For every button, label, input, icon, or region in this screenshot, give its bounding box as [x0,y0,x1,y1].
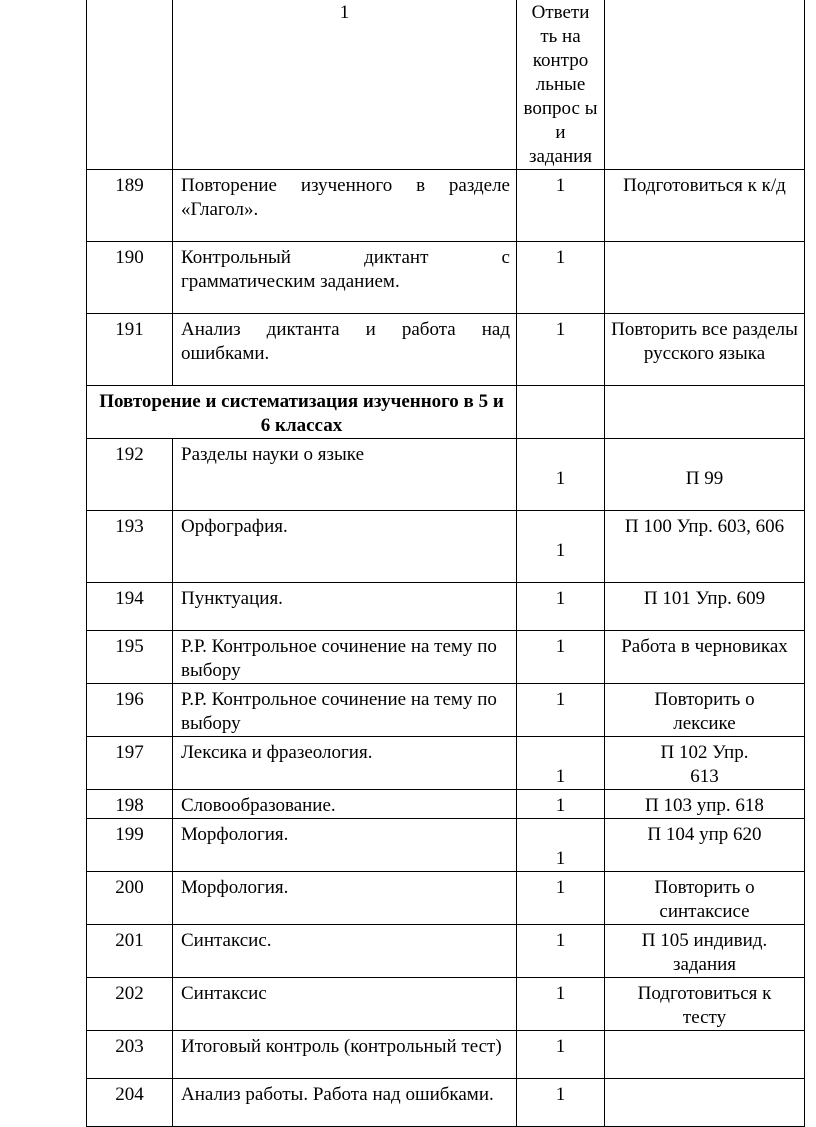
topic-text: Р.Р. Контрольное сочинение на тему по выбору [181,689,497,734]
hours-cell [517,386,605,439]
topic-text: Анализ работы. Работа над ошибками. [181,1084,494,1105]
homework-cell: Повторить о синтаксисе [605,872,805,925]
hours-cell: 1 [517,1079,605,1127]
topic-cell [173,1079,517,1127]
homework-cell [605,386,805,439]
row-number-cell: 199 [87,819,173,872]
hours-value: 1 [555,468,566,489]
row-number-cell: 201 [87,925,173,978]
row-number-cell: 197 [87,737,173,790]
lesson-plan-table [86,0,805,1127]
homework-cell: Подготовиться к тесту [605,978,805,1031]
homework-cell: П 102 Упр. 613 [605,737,805,790]
homework-cell [605,0,805,170]
homework-cell [605,1031,805,1079]
topic-cell [173,819,517,872]
homework-cell [605,242,805,314]
topic-cell [173,0,517,170]
table-row [87,0,805,170]
section-row [87,386,805,439]
row-number-cell: 194 [87,583,173,631]
hours-cell: 1 [517,583,605,631]
topic-cell [173,1031,517,1079]
topic-text: Словообразование. [181,795,336,816]
topic-cell [173,872,517,925]
hours-value: 1 [555,540,566,561]
hours-value: 1 [555,766,566,787]
table-row [87,583,805,631]
hours-cell: 1 [517,790,605,819]
row-number-cell: 189 [87,170,173,242]
topic-cell [173,631,517,684]
section-heading: Повторение и систематизация изученного в 5 и 6 классах [87,386,517,439]
hours-cell [517,439,605,511]
topic-text: Морфология. [181,824,289,845]
row-number-cell: 202 [87,978,173,1031]
topic-text: Морфология. [181,877,289,898]
homework-cell [605,1079,805,1127]
row-number-cell: 204 [87,1079,173,1127]
topic-cell [173,790,517,819]
table-row [87,242,805,314]
topic-cell [173,314,517,386]
table-row [87,439,805,511]
hours-cell: 1 [517,242,605,314]
homework-cell: П 104 упр 620 [605,819,805,872]
homework-cell: П 103 упр. 618 [605,790,805,819]
homework-cell: Подготовиться к к/д [605,170,805,242]
topic-text: Разделы науки о языке [181,444,364,465]
row-number-cell: 195 [87,631,173,684]
topic-count: 1 [339,2,350,23]
hours-cell: 1 [517,314,605,386]
table-row [87,631,805,684]
topic-text: Синтаксис [181,983,267,1004]
homework-cell: Повторить о лексике [605,684,805,737]
table-row [87,1079,805,1127]
row-number-cell: 192 [87,439,173,511]
homework-cell: П 101 Упр. 609 [605,583,805,631]
topic-cell [173,925,517,978]
topic-cell [173,737,517,790]
homework-cell: Работа в черновиках [605,631,805,684]
topic-cell [173,511,517,583]
topic-cell [173,978,517,1031]
hours-cell: Ответи ть на контро льные вопрос ы и задания [517,0,605,170]
topic-text: Итоговый контроль (контрольный тест) [181,1036,502,1057]
topic-cell [173,242,517,314]
table-row [87,684,805,737]
topic-text: Пунктуация. [181,588,283,609]
hours-cell [517,737,605,790]
topic-text: Анализ диктанта и работа над ошибками. [181,319,510,364]
row-number-cell: 196 [87,684,173,737]
hours-cell: 1 [517,872,605,925]
hours-cell [517,819,605,872]
topic-text: Р.Р. Контрольное сочинение на тему по выбору [181,636,497,681]
topic-text: Синтаксис. [181,930,272,951]
hours-cell: 1 [517,925,605,978]
row-number-cell [87,0,173,170]
table-row [87,925,805,978]
topic-cell [173,439,517,511]
row-number-cell: 190 [87,242,173,314]
hours-cell: 1 [517,978,605,1031]
topic-text: Контрольный диктант с грамматическим заданием. [181,247,510,292]
hours-cell: 1 [517,631,605,684]
row-number-cell: 198 [87,790,173,819]
topic-text: Повторение изученного в разделе «Глагол». [181,175,510,220]
homework-cell [605,439,805,511]
table-row [87,170,805,242]
homework-value: П 99 [685,468,724,489]
homework-cell: П 100 Упр. 603, 606 [605,511,805,583]
homework-cell: Повторить все разделы русского языка [605,314,805,386]
topic-text: Орфография. [181,516,288,537]
topic-cell [173,684,517,737]
row-number-cell: 191 [87,314,173,386]
table-row [87,511,805,583]
hours-cell: 1 [517,684,605,737]
table-row [87,314,805,386]
topic-cell [173,170,517,242]
row-number-cell: 200 [87,872,173,925]
hours-cell [517,511,605,583]
hours-cell: 1 [517,1031,605,1079]
row-number-cell: 193 [87,511,173,583]
table-row [87,872,805,925]
table-row [87,737,805,790]
table-row [87,978,805,1031]
hours-cell: 1 [517,170,605,242]
hours-value: 1 [555,848,566,869]
topic-text: Лексика и фразеология. [181,742,373,763]
homework-cell: П 105 индивид. задания [605,925,805,978]
table-row [87,819,805,872]
table-row [87,1031,805,1079]
row-number-cell: 203 [87,1031,173,1079]
topic-cell [173,583,517,631]
table-row [87,790,805,819]
